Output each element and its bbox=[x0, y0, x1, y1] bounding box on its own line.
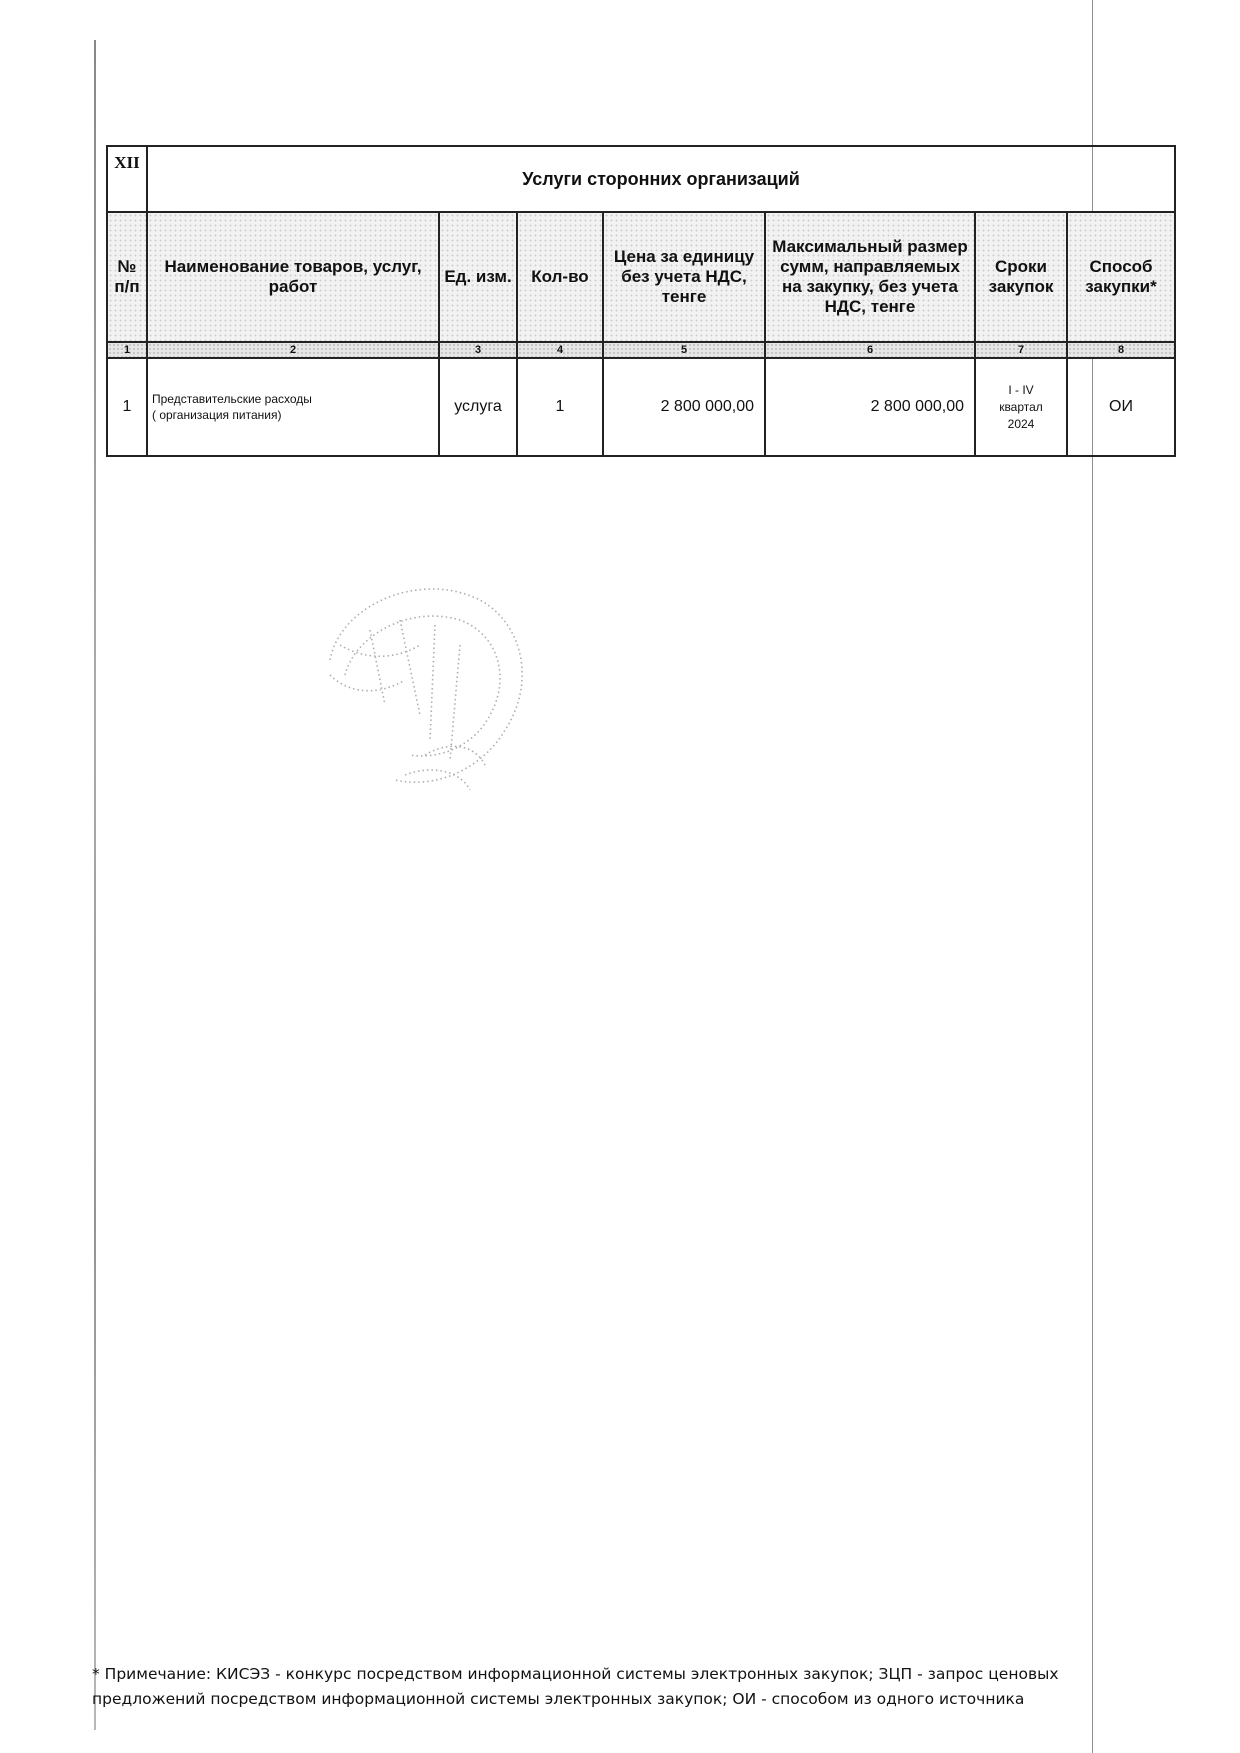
column-number: 4 bbox=[517, 342, 603, 358]
unit-of-measure: услуга bbox=[439, 358, 517, 456]
procurement-method: ОИ bbox=[1067, 358, 1175, 456]
procurement-table bbox=[106, 145, 1176, 457]
column-number: 2 bbox=[147, 342, 439, 358]
column-number: 3 bbox=[439, 342, 517, 358]
column-header-row bbox=[107, 212, 1175, 342]
table-row bbox=[107, 358, 1175, 456]
period-line: 2024 bbox=[1007, 416, 1035, 431]
column-header: Наименование товаров, услуг, работ bbox=[147, 212, 439, 342]
item-name bbox=[147, 358, 439, 456]
row-number: 1 bbox=[107, 358, 147, 456]
column-header: Цена за единицу без учета НДС, тенге bbox=[603, 212, 765, 342]
column-number: 8 bbox=[1067, 342, 1175, 358]
scan-margin-line-left bbox=[94, 40, 96, 1730]
column-header: Максимальный размер сумм, направляемых на закупку, без учета НДС, тенге bbox=[765, 212, 975, 342]
period-line: I - IV bbox=[1008, 382, 1034, 397]
column-header: Способ закупки* bbox=[1067, 212, 1175, 342]
column-number: 7 bbox=[975, 342, 1067, 358]
column-number: 1 bbox=[107, 342, 147, 358]
column-number: 5 bbox=[603, 342, 765, 358]
faded-stamp-mark bbox=[310, 565, 540, 805]
procurement-period bbox=[975, 358, 1067, 456]
section-header-row bbox=[107, 146, 1175, 212]
quantity: 1 bbox=[517, 358, 603, 456]
period-line: квартал bbox=[999, 399, 1043, 414]
section-title: Услуги сторонних организаций bbox=[147, 146, 1175, 212]
item-name-line: ( организация питания) bbox=[152, 408, 282, 422]
column-number-row bbox=[107, 342, 1175, 358]
column-header: Сроки закупок bbox=[975, 212, 1067, 342]
section-number: XII bbox=[107, 146, 147, 212]
item-name-line: Представительские расходы bbox=[152, 392, 312, 406]
footnote: * Примечание: КИСЭЗ - конкурс посредством информационной системы электронных закупок; ЗЦП - запрос ценовых предложений посредством информационной системы электронных закупок; ОИ - способом из одного источника bbox=[92, 1665, 1059, 1708]
column-header: Ед. изм. bbox=[439, 212, 517, 342]
max-amount: 2 800 000,00 bbox=[765, 358, 975, 456]
column-header: № п/п bbox=[107, 212, 147, 342]
unit-price: 2 800 000,00 bbox=[603, 358, 765, 456]
column-number: 6 bbox=[765, 342, 975, 358]
column-header: Кол-во bbox=[517, 212, 603, 342]
